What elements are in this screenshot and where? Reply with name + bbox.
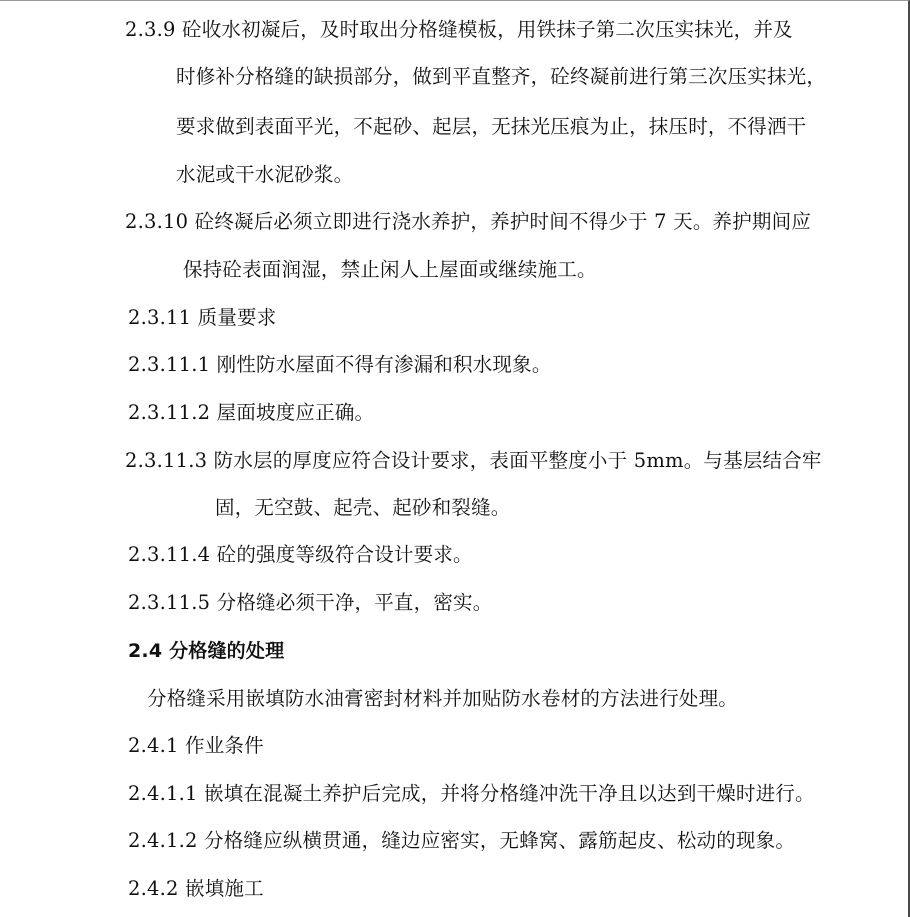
text-line-2-4-1-1: 2.4.1.1 嵌填在混凝土养护后完成，并将分格缝冲洗干净且以达到干燥时进行。 — [128, 782, 815, 805]
text-line-2-3-9: 2.3.9 砼收水初凝后，及时取出分格缝模板，用铁抹子第二次压实抹光，并及 — [125, 18, 793, 41]
text-line-2-3-10-cont-1: 保持砼表面润湿，禁止闲人上屋面或继续施工。 — [183, 258, 597, 281]
text-line-2-3-11-4: 2.3.11.4 砼的强度等级符合设计要求。 — [128, 543, 473, 566]
text-line-2-3-11-1: 2.3.11.1 刚性防水屋面不得有渗漏和积水现象。 — [128, 353, 552, 376]
text-line-2-3-11-3-cont: 固，无空鼓、起壳、起砂和裂缝。 — [215, 496, 511, 519]
text-line-2-3-10: 2.3.10 砼终凝后必须立即进行浇水养护，养护时间不得少于 7 天。养护期间应 — [125, 210, 812, 233]
text-line-2-4-intro: 分格缝采用嵌填防水油膏密封材料并加贴防水卷材的方法进行处理。 — [147, 687, 739, 710]
text-line-2-3-9-cont-3: 水泥或干水泥砂浆。 — [176, 163, 354, 186]
text-line-2-3-11-2: 2.3.11.2 屋面坡度应正确。 — [128, 401, 375, 424]
text-line-2-3-9-cont-1: 时修补分格缝的缺损部分，做到平直整齐，砼终凝前进行第三次压实抹光， — [176, 65, 827, 88]
text-line-2-4-2: 2.4.2 嵌填施工 — [128, 877, 264, 900]
text-line-2-4-1: 2.4.1 作业条件 — [128, 734, 264, 757]
text-line-2-3-9-cont-2: 要求做到表面平光，不起砂、起层，无抹光压痕为止，抹压时，不得洒干 — [176, 115, 807, 138]
text-line-2-3-11-3: 2.3.11.3 防水层的厚度应符合设计要求，表面平整度小于 5mm。与基层结合牢 — [125, 449, 822, 472]
text-line-2-3-11-5: 2.3.11.5 分格缝必须干净，平直，密实。 — [128, 591, 493, 614]
section-heading-2-4: 2.4 分格缝的处理 — [128, 640, 285, 662]
text-line-2-3-11: 2.3.11 质量要求 — [128, 306, 277, 329]
text-line-2-4-1-2: 2.4.1.2 分格缝应纵横贯通，缝边应密实，无蜂窝、露筋起皮、松动的现象。 — [128, 829, 796, 852]
